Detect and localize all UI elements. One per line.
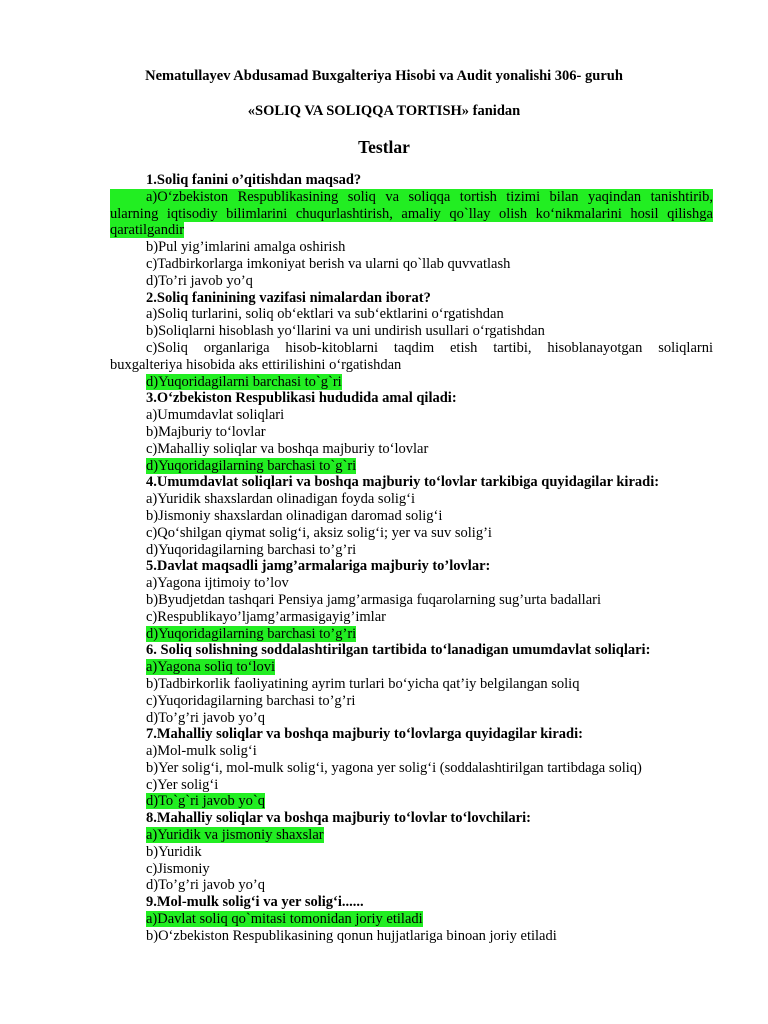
answer-2d: d)Yuqoridagilarni barchasi to`g`ri [146,373,342,390]
answer-3d: d)Yuqoridagilarning barchasi to`g`ri [146,457,357,474]
answer-4d: d)Yuqoridagilarning barchasi to’g’ri [146,541,357,558]
question-5: 5.Davlat maqsadli jamg’armalariga majburiy to’lovlar: [146,558,491,575]
answer-7d: d)To`g`ri javob yo`q [146,793,265,810]
answer-2b: b)Soliqlarni hisoblash yo‘llarini va uni undirish usullari o‘rgatishdan [146,323,545,340]
answer-7a: a)Mol-mulk solig‘i [146,743,257,760]
author-line: Nematullayev Abdusamad Buxgalteriya Hisobi va Audit yonalishi 306- guruh [145,68,623,84]
question-9: 9.Mol-mulk solig‘i va yer solig‘i...... [146,894,364,911]
answer-7c: c)Yer solig‘i [146,776,219,793]
answer-7b: b)Yer solig‘i, mol-mulk solig‘i, yagona yer solig‘i (soddalashtirilgan tartibdaga soliq) [146,759,642,776]
question-3: 3.O‘zbekiston Respublikasi hududida amal qiladi: [146,390,457,407]
answer-5d: d)Yuqoridagilarning barchasi to’g’ri [146,625,357,642]
answer-4a: a)Yuridik shaxslardan olinadigan foyda solig‘i [146,491,415,508]
answer-1d: d)To’ri javob yo’q [146,272,253,289]
test-content [110,172,713,945]
answer-6c: c)Yuqoridagilarning barchasi to’g’ri [146,692,356,709]
course-line: «SOLIQ VA SOLIQQA TORTISH» fanidan [247,103,521,119]
question-2: 2.Soliq faninining vazifasi nimalardan iborat? [146,289,431,306]
answer-5a: a)Yagona ijtimoiy to’lov [146,575,289,592]
answer-1b: b)Pul yig’imlarini amalga oshirish [146,239,346,256]
answer-4b: b)Jismoniy shaxslardan olinadigan daromad solig‘i [146,507,443,524]
answer-2c-line2: buxgalteriya hisobida aks ettirilishini o‘rgatishdan [110,356,402,373]
document-title: Testlar [358,137,410,157]
answer-3a: a)Umumdavlat soliqlari [146,407,285,424]
answer-3c: c)Mahalliy soliqlar va boshqa majburiy to‘lovlar [146,440,429,457]
answer-8d: d)To’g’ri javob yo’q [146,877,265,894]
answer-5b: b)Byudjetdan tashqari Pensiya jamg’armasiga fuqarolarning sug’urta badallari [146,591,601,608]
question-6: 6. Soliq solishning soddalashtirilgan tartibida to‘lanadigan umumdavlat soliqlari: [146,642,651,659]
answer-4c: c)Qo‘shilgan qiymat solig‘i, aksiz solig‘i; yer va suv solig’i [146,524,492,541]
answer-1a-line1: a)O‘zbekiston Respublikasining soliq va soliqqa tortish tizimi bilan yaqindan tanishtirib, [146,188,713,205]
question-8: 8.Mahalliy soliqlar va boshqa majburiy to‘lovlar to‘lovchilari: [146,810,531,827]
answer-9a: a)Davlat soliq qo`mitasi tomonidan joriy etiladi [146,911,423,928]
answer-1a-line2: ularning iqtisodiy bilimlarini chuqurlashtirish, amaliy qo`llay olish ko‘nikmalarini hosil qilishga [110,205,713,222]
answer-6b: b)Tadbirkorlik faoliyatining ayrim turlari bo‘yicha qat’iy belgilangan soliq [146,675,580,692]
answer-6d: d)To’g’ri javob yo’q [146,709,265,726]
question-4: 4.Umumdavlat soliqlari va boshqa majburiy to‘lovlar tarkibiga quyidagilar kiradi: [146,474,660,491]
answer-9b: b)O‘zbekiston Respublikasining qonun hujjatlariga binoan joriy etiladi [146,927,557,944]
answer-5c: c)Respublikayo’ljamg’armasigayig’imlar [146,608,386,625]
question-7: 7.Mahalliy soliqlar va boshqa majburiy to‘lovlarga quyidagilar kiradi: [146,726,583,743]
answer-8b: b)Yuridik [146,843,202,860]
answer-1a [110,189,713,223]
answer-2a: a)Soliq turlarini, soliq ob‘ektlari va sub‘ektlarini o‘rgatishdan [146,306,504,323]
answer-8c: c)Jismoniy [146,860,210,877]
answer-2c-line1: c)Soliq organlariga hisob-kitoblarni taqdim etish tartibi, hisoblanayotgan soliqlarni [146,339,713,356]
answer-1a-line3: qaratilgandir [110,222,185,239]
answer-6a: a)Yagona soliq to‘lovi [146,659,276,676]
answer-8a: a)Yuridik va jismoniy shaxslar [146,827,324,844]
answer-3b: b)Majburiy to‘lovlar [146,423,266,440]
question-1: 1.Soliq fanini o’qitishdan maqsad? [146,172,362,188]
answer-1c: c)Tadbirkorlarga imkoniyat berish va ularni qo`llab quvvatlash [146,255,511,272]
